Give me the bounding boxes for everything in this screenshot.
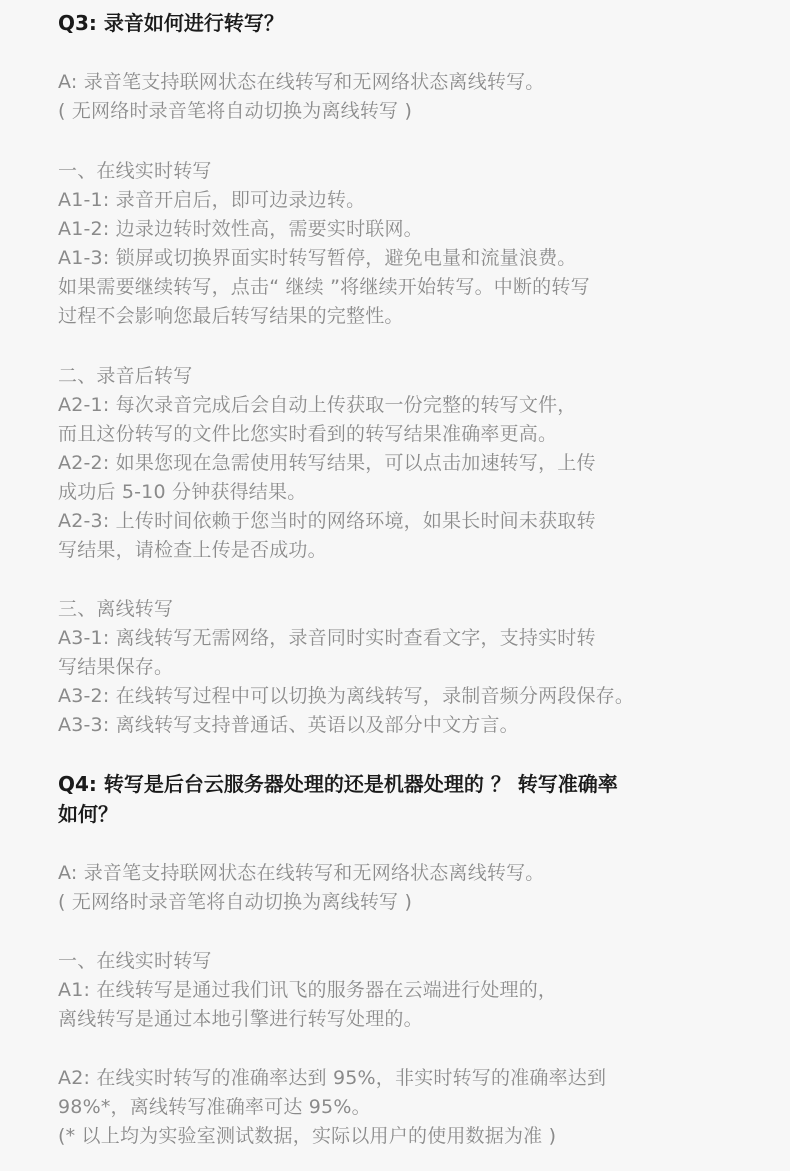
q4-title-line-2: 如何？ [58, 802, 118, 826]
q3-section3-heading: 三、离线转写 [58, 598, 174, 620]
q3-section3-line-3: A3-2: 在线转写过程中可以切换为离线转写，录制音频分两段保存。 [58, 685, 635, 707]
q3-section1-line-1: A1-1: 录音开启后，即可边录边转。 [58, 189, 366, 211]
q3-section3-line-2: 写结果保存。 [58, 656, 174, 678]
q4-section1-heading: 一、在线实时转写 [58, 950, 212, 972]
q3-section3-line-1: A3-1: 离线转写无需网络，录音同时实时查看文字，支持实时转 [58, 627, 596, 649]
q3-section2-line-6: 写结果，请检查上传是否成功。 [58, 539, 327, 561]
q3-section2-line-2: 而且这份转写的文件比您实时看到的转写结果准确率更高。 [58, 423, 558, 445]
q4-section1-line-2: 离线转写是通过本地引擎进行转写处理的。 [58, 1008, 423, 1030]
q4-section2-line-1: A2: 在线实时转写的准确率达到 95%，非实时转写的准确率达到 [58, 1067, 607, 1089]
q3-section1-heading: 一、在线实时转写 [58, 160, 212, 182]
q3-title: Q3: 录音如何进行转写？ [58, 11, 284, 35]
q3-answer-line-2: ( 无网络时录音笔将自动切换为离线转写 ) [58, 100, 413, 122]
q3-section2-line-1: A2-1: 每次录音完成后会自动上传获取一份完整的转写文件， [58, 394, 577, 416]
q3-section2-line-5: A2-3: 上传时间依赖于您当时的网络环境，如果长时间未获取转 [58, 510, 596, 532]
q4-answer-line-2: ( 无网络时录音笔将自动切换为离线转写 ) [58, 891, 413, 913]
q3-section2-line-3: A2-2: 如果您现在急需使用转写结果，可以点击加速转写，上传 [58, 452, 596, 474]
q4-section1-line-1: A1: 在线转写是通过我们讯飞的服务器在云端进行处理的， [58, 979, 558, 1001]
q3-section1-line-5: 过程不会影响您最后转写结果的完整性。 [58, 305, 404, 327]
q3-section3-line-4: A3-3: 离线转写支持普通话、英语以及部分中文方言。 [58, 714, 519, 736]
q4-section2-line-2: 98%*，离线转写准确率可达 95%。 [58, 1096, 371, 1118]
q3-section1-line-2: A1-2: 边录边转时效性高，需要实时联网。 [58, 218, 423, 240]
q4-title-line-1: Q4: 转写是后台云服务器处理的还是机器处理的 ？ 转写准确率 [58, 772, 618, 796]
q3-section2-heading: 二、录音后转写 [58, 365, 193, 387]
q4-answer-line-1: A: 录音笔支持联网状态在线转写和无网络状态离线转写。 [58, 862, 545, 884]
q3-section1-line-3: A1-3: 锁屏或切换界面实时转写暂停，避免电量和流量浪费。 [58, 247, 577, 269]
q3-section2-line-4: 成功后 5-10 分钟获得结果。 [58, 481, 307, 503]
q4-section2-line-3: (* 以上均为实验室测试数据，实际以用户的使用数据为准 ) [58, 1125, 557, 1147]
q3-answer-line-1: A: 录音笔支持联网状态在线转写和无网络状态离线转写。 [58, 71, 545, 93]
q3-section1-line-4: 如果需要继续转写，点击“ 继续 ”将继续开始转写。中断的转写 [58, 276, 590, 298]
